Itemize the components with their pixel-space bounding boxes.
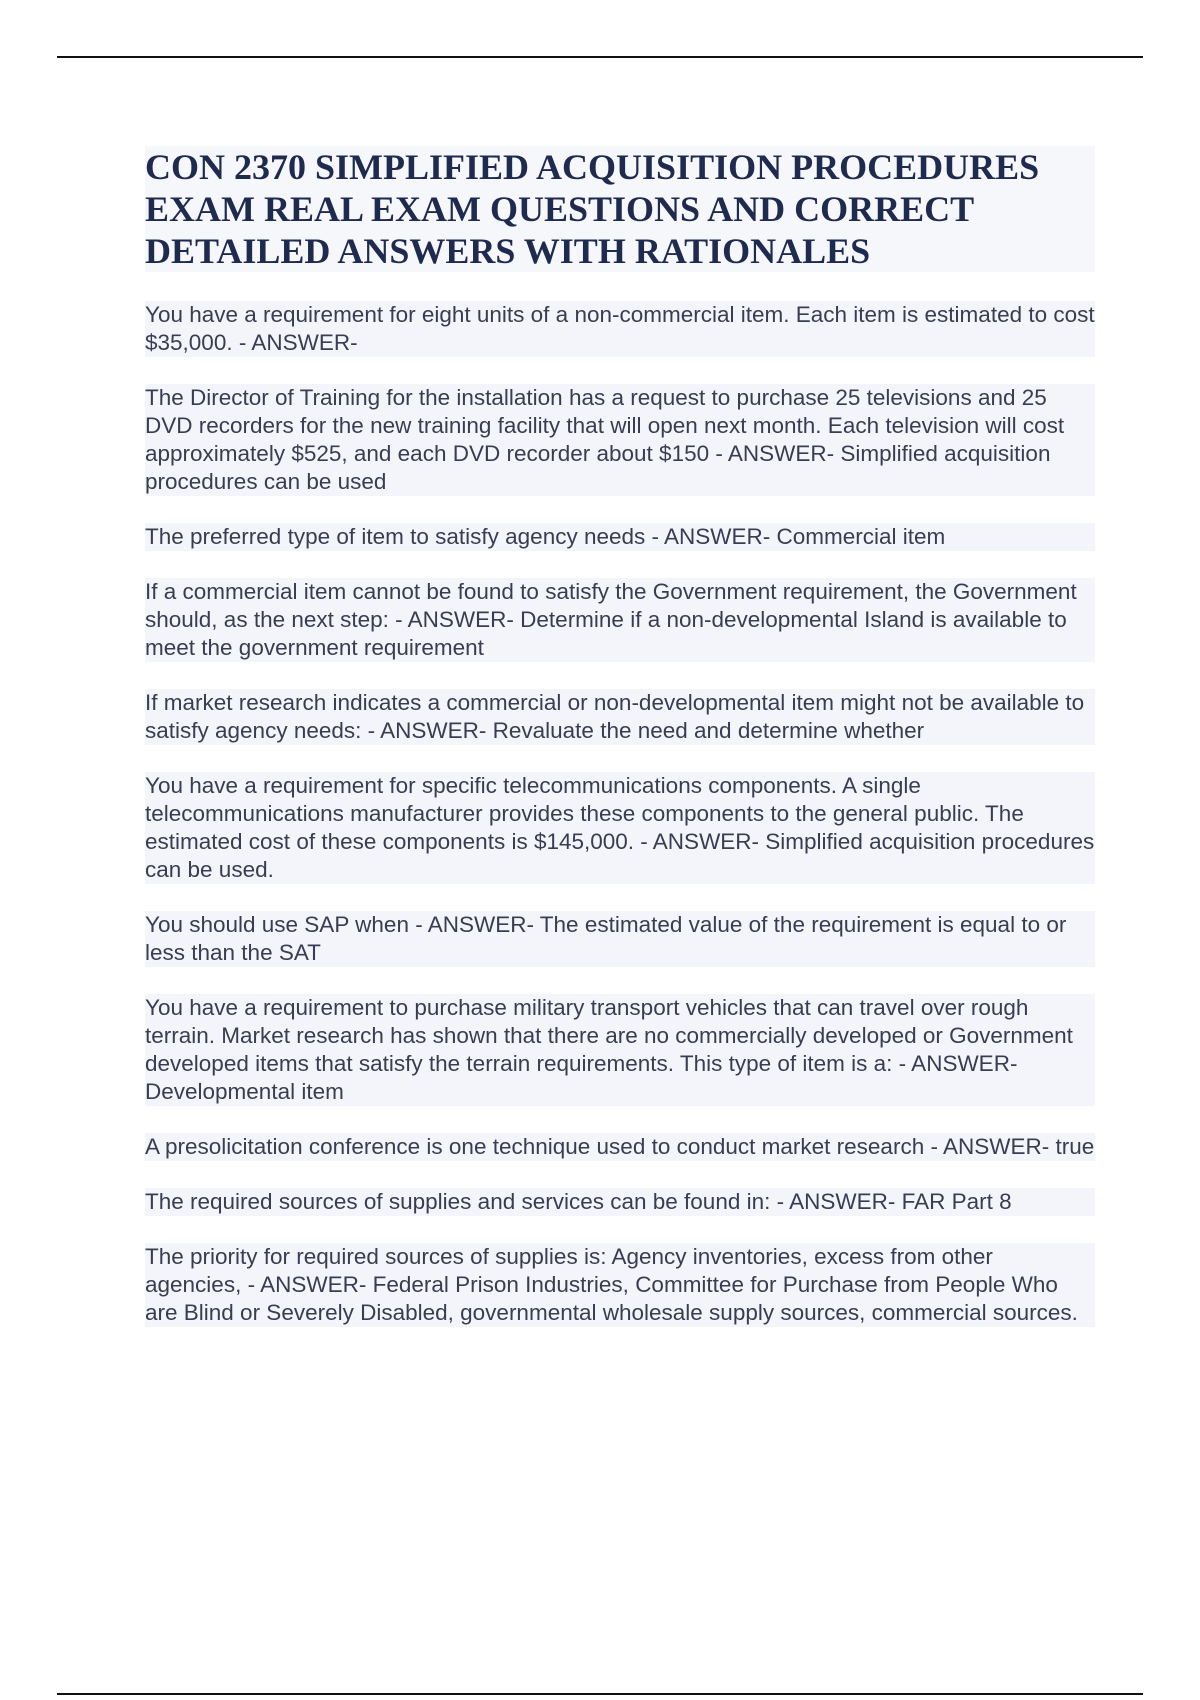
qa-item [145,772,1101,884]
qa-item [145,301,1101,357]
qa-item [145,1243,1095,1327]
qa-item [145,1188,1095,1216]
qa-text: The priority for required sources of supplies is: Agency inventories, excess from other agencies, - ANSWER- Federal Prison Industries, Committee for Purchase from People Who are Blind or Severely Disabled, governmental wholesale supply sources, commercial sources. [145,1244,1078,1325]
top-rule [57,56,1143,58]
qa-item [145,384,1095,496]
qa-text: You should use SAP when - ANSWER- The estimated value of the requirement is equal to or less than the SAT [145,912,1073,965]
document-content [145,146,1101,1354]
qa-item [145,578,1095,662]
qa-text: You have a requirement for eight units of a non-commercial item. Each item is estimated to cost $35,000. - ANSWER- [145,302,1101,355]
qa-item [145,994,1095,1106]
qa-text: The Director of Training for the installation has a request to purchase 25 televisions and 25 DVD recorders for the new training facility that will open next month. Each television will cost approximately $525, and each DVD recorder about $150 - ANSWER- Simplified acquisition procedures can be used [145,385,1071,494]
qa-item [145,1133,1095,1161]
qa-text: A presolicitation conference is one technique used to conduct market research - ANSWER- true [145,1134,1095,1159]
qa-text: You have a requirement to purchase military transport vehicles that can travel over rough terrain. Market research has shown that there are no commercially developed or Government developed items that satisfy the terrain requirements. This type of item is a: - ANSWER- Developmental item [145,995,1080,1104]
qa-list [145,301,1101,1327]
qa-text: The preferred type of item to satisfy agency needs - ANSWER- Commercial item [145,524,946,549]
qa-text: If market research indicates a commercial or non-developmental item might not be available to satisfy agency needs: - ANSWER- Revaluate the need and determine whether [145,690,1091,743]
bottom-rule [57,1693,1143,1695]
qa-item [145,523,1095,551]
document-title: CON 2370 SIMPLIFIED ACQUISITION PROCEDURES EXAM REAL EXAM QUESTIONS AND CORRECT DETAILED ANSWERS WITH RATIONALES [145,146,1095,272]
qa-text: If a commercial item cannot be found to satisfy the Government requirement, the Government should, as the next step: - ANSWER- Determine if a non-developmental Island is available to meet the government requirement [145,579,1083,660]
qa-text: The required sources of supplies and services can be found in: - ANSWER- FAR Part 8 [145,1189,1012,1214]
qa-text: You have a requirement for specific telecommunications components. A single telecommunications manufacturer provides these components to the general public. The estimated cost of these components is $145,000. - ANSWER- Simplified acquisition procedures can be used. [145,773,1101,882]
qa-item [145,911,1095,967]
qa-item [145,689,1095,745]
